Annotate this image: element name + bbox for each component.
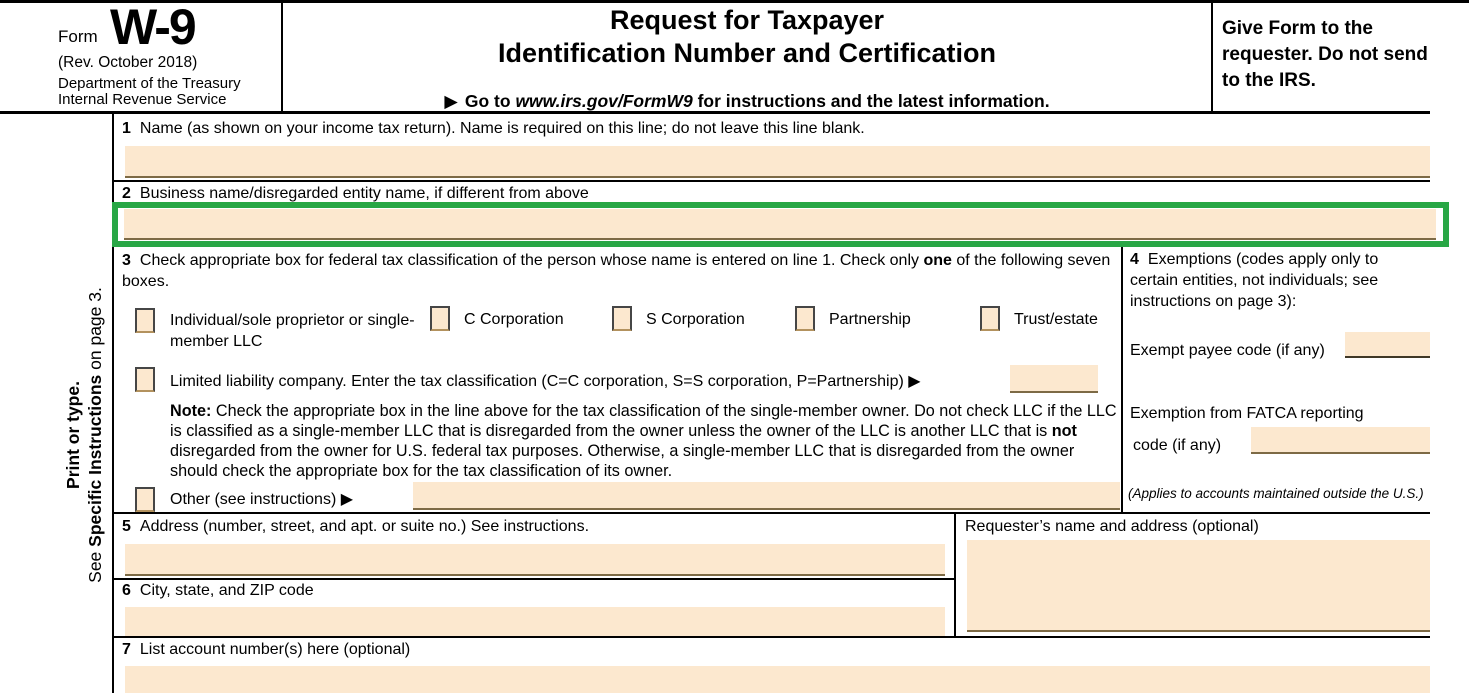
see-instructions-label (84, 215, 106, 655)
fatca-code-input[interactable] (1251, 427, 1430, 454)
sidebar-divider (112, 114, 114, 693)
other-label: Other (see instructions) ▶ (170, 491, 354, 508)
checkbox-trust-estate-label: Trust/estate (1014, 311, 1098, 328)
checkbox-individual-label: Individual/sole proprietor or single-member LLC (170, 312, 415, 350)
account-numbers-input[interactable] (125, 666, 1430, 693)
line2-number: 2 (122, 185, 131, 202)
line3-note (170, 401, 1120, 481)
see-suffix: on page 3. (85, 287, 105, 375)
llc-classification-input[interactable] (1010, 365, 1098, 393)
checkbox-trust-estate[interactable] (980, 306, 1000, 331)
goto-prefix: Go to (464, 91, 516, 111)
line4-label-text: Exemptions (codes apply only to certain entities, not individuals; see instructions on page 3): (1130, 251, 1379, 310)
service-line: Internal Revenue Service (58, 91, 227, 108)
row-divider-3 (113, 512, 1430, 514)
checkbox-s-corporation-label: S Corporation (646, 311, 745, 328)
line6-label (122, 581, 314, 601)
department-line: Department of the Treasury (58, 75, 241, 92)
print-or-type-label: Print or type. (63, 381, 83, 489)
note-bold-word: Note: (170, 402, 212, 420)
exempt-payee-input[interactable] (1345, 332, 1430, 358)
line7-number: 7 (122, 641, 131, 658)
form-revision: (Rev. October 2018) (58, 54, 198, 71)
note-text-1: Check the appropriate box in the line above for the tax classification of the single-member owner. Do not check LLC if the LLC is classified as a single-member LLC that is disregarded from the owner unless the owner of the LLC is another LLC that is (170, 402, 1117, 440)
goto-url: www.irs.gov/FormW9 (515, 91, 693, 111)
requester-textarea[interactable] (967, 540, 1430, 632)
row-divider-1 (113, 180, 1430, 182)
line3-label-bold: one (923, 252, 952, 269)
line1-label-text: Name (as shown on your income tax return). Name is required on this line; do not leave this line blank. (139, 120, 865, 137)
business-name-input[interactable] (124, 209, 1436, 240)
checkbox-other[interactable] (135, 487, 155, 512)
fatca-label-line2: code (if any) (1133, 437, 1222, 454)
note-bold-not: not (1051, 422, 1077, 440)
line1-number: 1 (122, 120, 131, 137)
checkbox-llc[interactable] (135, 367, 155, 392)
line4-number: 4 (1130, 251, 1139, 268)
checkbox-individual[interactable] (135, 308, 155, 333)
form-title-line1: Request for Taxpayer (609, 5, 885, 35)
line7-label (122, 640, 410, 660)
name-input[interactable] (125, 146, 1430, 178)
line5-label-text: Address (number, street, and apt. or suite no.) See instructions. (139, 518, 590, 535)
checkbox-c-corporation[interactable] (430, 306, 450, 331)
row-divider-2 (113, 245, 1430, 247)
arrow-icon: ▶ (444, 91, 458, 111)
line3-label-suffix: of the following seven boxes. (122, 252, 1111, 290)
form-number: W-9 (110, 0, 195, 55)
other-input[interactable] (413, 482, 1120, 510)
column-divider-5-requester (954, 512, 956, 638)
top-border (0, 0, 1469, 3)
form-title-line2: Identification Number and Certification (497, 38, 997, 68)
line3-number: 3 (122, 252, 131, 269)
line3-label (122, 250, 1122, 292)
checkbox-s-corporation[interactable] (612, 306, 632, 331)
line5-number: 5 (122, 518, 131, 535)
checkbox-partnership[interactable] (795, 306, 815, 331)
line3-label-text: Check appropriate box for federal tax classification of the person whose name is entered on line 1. Check only (139, 252, 924, 269)
sidebar-vertical-text (62, 215, 108, 655)
line7-label-text: List account number(s) here (optional) (139, 641, 411, 658)
llc-label: Limited liability company. Enter the tax classification (C=C corporation, S=S corporation, P=Partnership) ▶ (170, 373, 921, 390)
line5-label (122, 517, 589, 537)
checkbox-c-corporation-label: C Corporation (464, 311, 564, 328)
fatca-label-line1: Exemption from FATCA reporting (1130, 405, 1364, 422)
note-text-2: disregarded from the owner for U.S. federal tax purposes. Otherwise, a single-member LLC that is disregarded from the owner should check the appropriate box for the tax classification of its owner. (170, 442, 1075, 480)
give-form-note: Give Form to the requester. Do not send to the IRS. (1222, 18, 1428, 91)
fatca-applies-note: (Applies to accounts maintained outside the U.S.) (1128, 486, 1424, 501)
see-bold: Specific Instructions (85, 374, 105, 547)
see-prefix: See (85, 546, 105, 583)
exempt-payee-label: Exempt payee code (if any) (1130, 342, 1325, 359)
line1-label (122, 119, 865, 139)
checkbox-partnership-label: Partnership (829, 311, 911, 328)
line4-label (1130, 249, 1422, 312)
goto-suffix: for instructions and the latest information. (692, 91, 1050, 111)
line2-label-text: Business name/disregarded entity name, if different from above (139, 185, 589, 202)
requester-label: Requester’s name and address (optional) (965, 518, 1259, 535)
goto-instruction (282, 91, 1212, 112)
address-input[interactable] (125, 544, 945, 576)
line2-label (122, 184, 589, 204)
line6-number: 6 (122, 582, 131, 599)
form-word: Form (58, 27, 98, 46)
form-title (282, 4, 1212, 70)
line6-label-text: City, state, and ZIP code (139, 582, 314, 599)
city-state-zip-input[interactable] (125, 607, 945, 636)
row-divider-5-6 (113, 578, 955, 580)
row-divider-4 (113, 636, 1430, 638)
